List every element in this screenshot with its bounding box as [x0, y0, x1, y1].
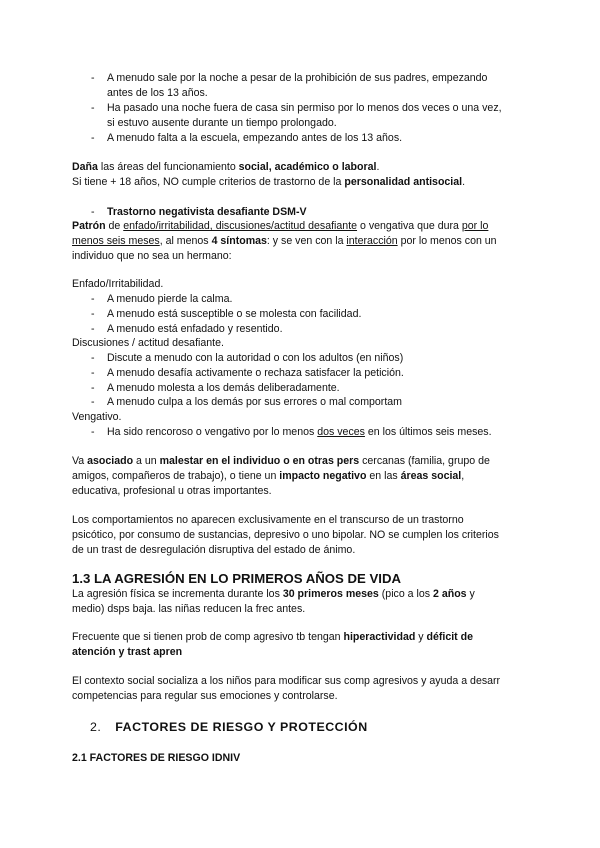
list-item — [91, 366, 536, 381]
text: : y se ven con la — [266, 235, 347, 247]
list-item-text: Ha pasado una noche fuera de casa sin permiso por lo menos dos veces o una vez, — [107, 102, 502, 114]
section-heading-2 — [90, 720, 368, 735]
bold-text: áreas social — [400, 470, 462, 482]
list-item — [91, 395, 536, 410]
underlined-text: enfado/irritabilidad, discusiones/actitud desafiante — [123, 220, 358, 232]
bullet-dash: - — [91, 323, 95, 335]
bold-text: déficit de — [426, 631, 474, 643]
text: amigos, compañeros de trabajo), o tiene un — [72, 470, 280, 482]
text: medio) dsps baja. las niñas reducen la frec antes. — [72, 603, 306, 615]
bullet-dash: - — [91, 72, 95, 84]
underlined-text: por lo — [461, 220, 489, 232]
list-item — [91, 351, 536, 366]
text: las áreas del funcionamiento — [97, 161, 239, 173]
text: y — [415, 631, 427, 643]
text: de un trast de desregulación disruptiva del estado de ánimo. — [72, 544, 356, 556]
bold-text: atención y trast apren — [72, 646, 183, 658]
bullet-dash: - — [91, 426, 95, 438]
list-item — [91, 425, 536, 440]
bold-text: Patrón — [72, 220, 106, 232]
bullet-dash: - — [91, 206, 95, 218]
bullet-dash: - — [91, 352, 95, 364]
paragraph-dana — [72, 160, 532, 190]
text: a un — [133, 455, 160, 467]
list-item-text: A menudo está enfadado y resentido. — [107, 323, 283, 335]
underlined-text: interacción — [346, 235, 398, 247]
text: psicótico, por consumo de sustancias, depresivo o uno bipolar. NO se cumplen los criterios — [72, 529, 499, 541]
list-item-text: A menudo pierde la calma. — [107, 293, 233, 305]
bullet-dash: - — [91, 396, 95, 408]
text: Va — [72, 455, 88, 467]
list-item — [91, 381, 536, 396]
text: cercanas (familia, grupo de — [359, 455, 490, 467]
bullet-dash: - — [91, 308, 95, 320]
paragraph-patron — [72, 219, 542, 264]
paragraph-asociado — [72, 454, 542, 499]
list-item-text: A menudo desafía activamente o rechaza satisfacer la petición. — [107, 367, 404, 379]
list-item-text: si estuvo ausente durante un tiempo prolongado. — [107, 117, 337, 129]
text: La agresión física se incrementa durante los — [72, 588, 283, 600]
paragraph-comportamientos — [72, 513, 542, 558]
section-heading: 1.3 LA AGRESIÓN EN LO PRIMEROS AÑOS DE VIDA — [72, 571, 401, 586]
text: en los últimos seis meses. — [364, 426, 492, 438]
subheading-tnd — [91, 205, 536, 220]
text: Los comportamientos no aparecen exclusivamente en el transcurso de un trastorno — [72, 514, 464, 526]
list-item — [91, 101, 536, 131]
subheading-text: Trastorno negativista desafiante DSM-V — [107, 206, 307, 218]
text: Si tiene + 18 años, NO cumple criterios de trastorno de la — [72, 176, 345, 188]
list-item-text: Discute a menudo con la autoridad o con los adultos (en niños) — [107, 352, 404, 364]
bold-text: personalidad antisocial — [344, 176, 463, 188]
bullet-dash: - — [91, 293, 95, 305]
bold-text: 4 síntomas — [211, 235, 267, 247]
list-item — [91, 322, 536, 337]
text: Frecuente que si tienen prob de comp agresivo tb tengan — [72, 631, 344, 643]
list-item — [91, 131, 536, 146]
list-item-text: A menudo sale por la noche a pesar de la prohibición de sus padres, empezando — [107, 72, 488, 84]
list-item-text: A menudo falta a la escuela, empezando antes de los 13 años. — [107, 132, 403, 144]
section-title: FACTORES DE RIESGO Y PROTECCIÓN — [115, 720, 368, 734]
text: por lo menos con un — [397, 235, 497, 247]
text: . — [462, 176, 466, 188]
text: El contexto social socializa a los niños para modificar sus comp agresivos y ayuda a desarr — [72, 675, 501, 687]
group-label: Discusiones / actitud desafiante. — [72, 337, 224, 349]
text: . — [376, 161, 380, 173]
bullet-dash: - — [91, 367, 95, 379]
text: o vengativa que dura — [357, 220, 462, 232]
text: en las — [366, 470, 401, 482]
text: (pico a los — [378, 588, 433, 600]
bold-text: 30 primeros meses — [282, 588, 379, 600]
bullet-dash: - — [91, 382, 95, 394]
paragraph-agresion — [72, 587, 542, 617]
list-item-text: A menudo culpa a los demás por sus errores o mal comportam — [107, 396, 402, 408]
bold-text: impacto negativo — [279, 470, 367, 482]
underlined-text: dos veces — [317, 426, 365, 438]
text: de — [105, 220, 124, 232]
subsection-heading: 2.1 FACTORES DE RIESGO IDNIV — [72, 752, 241, 764]
bullet-dash: - — [91, 132, 95, 144]
list-item — [91, 292, 536, 307]
text: , — [461, 470, 465, 482]
bold-text: 2 años — [433, 588, 467, 600]
list-item-text: A menudo molesta a los demás deliberadamente. — [107, 382, 340, 394]
bold-text: Daña — [72, 161, 98, 173]
bold-text: malestar en el individuo o en otras pers — [159, 455, 360, 467]
paragraph-frecuente — [72, 630, 542, 660]
list-item — [91, 307, 536, 322]
underlined-text: menos seis meses — [72, 235, 160, 247]
text: y — [466, 588, 475, 600]
bullet-dash: - — [91, 102, 95, 114]
list-item — [91, 71, 536, 101]
section-number: 2. — [90, 720, 102, 734]
list-item-text: A menudo está susceptible o se molesta con facilidad. — [107, 308, 362, 320]
text: individuo que no sea un hermano: — [72, 250, 232, 262]
text: competencias para regular sus emociones y controlarse. — [72, 690, 338, 702]
text: educativa, profesional u otras importantes. — [72, 485, 272, 497]
text: Ha sido rencoroso o vengativo por lo menos — [107, 426, 318, 438]
bold-text: hiperactividad — [343, 631, 416, 643]
bold-text: asociado — [87, 455, 134, 467]
bold-text: social, académico o laboral — [238, 161, 377, 173]
text: , al menos — [159, 235, 212, 247]
group-label: Enfado/Irritabilidad. — [72, 278, 164, 290]
group-label: Vengativo. — [72, 411, 122, 423]
list-item-text: antes de los 13 años. — [107, 87, 208, 99]
paragraph-contexto — [72, 674, 542, 704]
